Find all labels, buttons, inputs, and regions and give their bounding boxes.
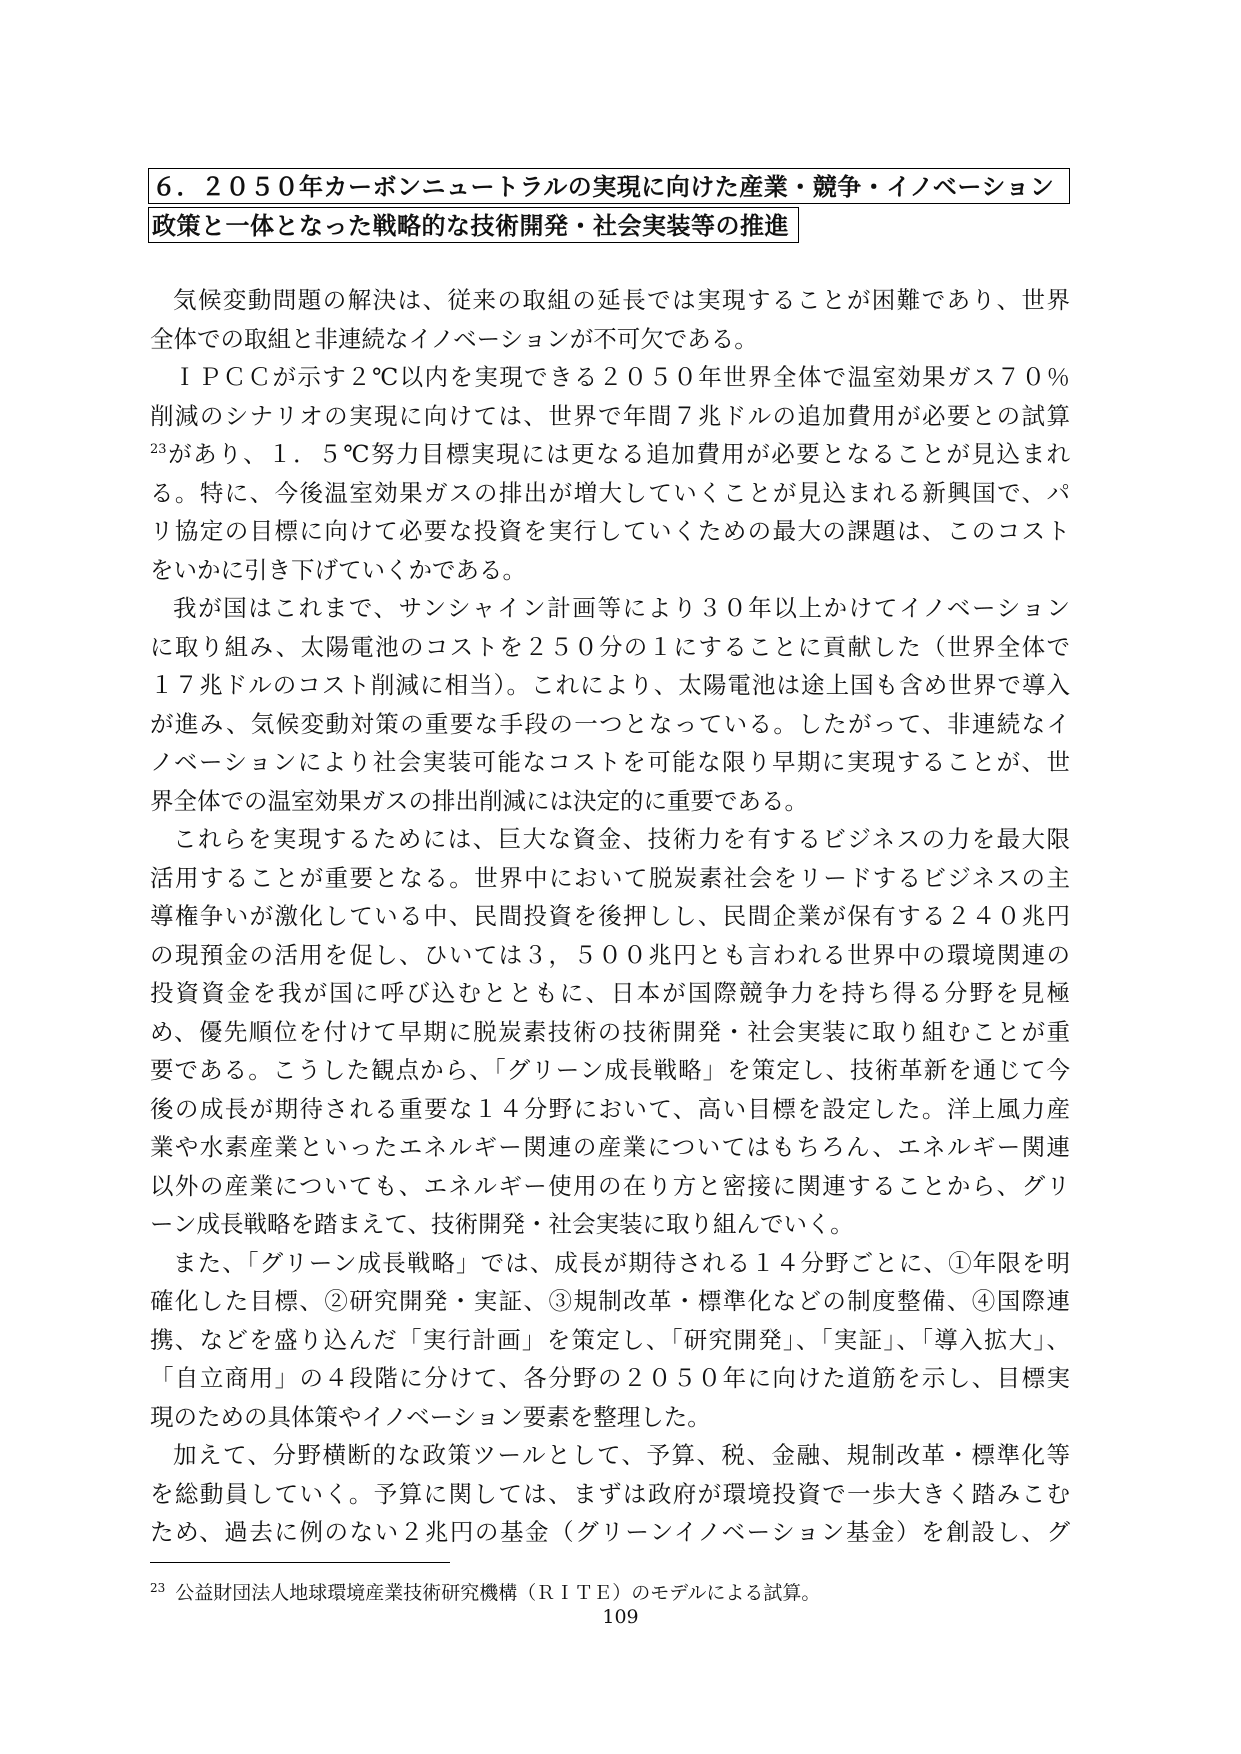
body-text: [150, 281, 1070, 1552]
body-line-text: ＩＰＣＣが示す２℃以内を実現できる２０５０年世界全体で温室効果ガス７０％: [173, 363, 1070, 391]
body-line-text: を総動員していく。予算に関しては、まずは政府が環境投資で一歩大きく踏みこむ: [150, 1479, 1070, 1508]
body-line-text: 携、などを盛り込んだ「実行計画」を策定し、「研究開発」、「実証」、「導入拡大」、: [150, 1325, 1070, 1354]
body-line-text: ため、過去に例のない２兆円の基金（グリーンイノベーション基金）を創設し、グ: [150, 1518, 1070, 1546]
body-line: [150, 320, 1070, 359]
footnote: [150, 1574, 820, 1607]
body-line-text: 業や水素産業といったエネルギー関連の産業についてはもちろん、エネルギー関連: [150, 1133, 1070, 1161]
body-line: [150, 1436, 1070, 1475]
body-line: [150, 897, 1070, 936]
body-line-text: 気候変動問題の解決は、従来の取組の延長では実現することが困難であり、世界: [173, 286, 1070, 314]
body-line-text: をいかに引き下げていくかである。: [150, 555, 526, 584]
body-line: [150, 743, 1070, 782]
body-line: [150, 782, 1070, 821]
body-line: [150, 1398, 1070, 1437]
body-line: [150, 358, 1070, 397]
body-line-text: ーン成長戦略を踏まえて、技術開発・社会実装に取り組んでいく。: [150, 1210, 854, 1238]
body-line-text: リ協定の目標に向けて必要な投資を実行していくための最大の課題は、このコスト: [150, 517, 1070, 545]
body-line: [150, 974, 1070, 1013]
body-line-text: 以外の産業についても、エネルギー使用の在り方と密接に関連することから、グリ: [150, 1171, 1070, 1200]
body-line: [150, 1475, 1070, 1514]
body-line-text: これらを実現するためには、巨大な資金、技術力を有するビジネスの力を最大限: [173, 825, 1070, 853]
body-line: [150, 666, 1070, 705]
body-line-text: る。特に、今後温室効果ガスの排出が増大していくことが見込まれる新興国で、パ: [150, 478, 1070, 507]
body-line: [150, 281, 1070, 320]
body-line-text: １７兆ドルのコスト削減に相当）。これにより、太陽電池は途上国も含め世界で導入: [150, 671, 1070, 699]
body-line-text: 現のための具体策やイノベーション要素を整理した。: [150, 1402, 711, 1431]
body-line-text: 我が国はこれまで、サンシャイン計画等により３０年以上かけてイノベーション: [173, 594, 1070, 622]
body-line: [150, 1244, 1070, 1283]
body-line: [150, 512, 1070, 551]
section-heading-line-2: 政策と一体となった戦略的な技術開発・社会実装等の推進: [148, 207, 799, 243]
body-line-text: 加えて、分野横断的な政策ツールとして、予算、税、金融、規制改革・標準化等: [173, 1441, 1070, 1469]
body-line-text: があり、１．５℃努力目標実現には更なる追加費用が必要となることが見込まれ: [166, 440, 1070, 468]
body-line: [150, 859, 1070, 898]
body-line-text: 「自立商用」の４段階に分けて、各分野の２０５０年に向けた道筋を示し、目標実: [150, 1364, 1070, 1392]
body-line-text: ノベーションにより社会実装可能なコストを可能な限り早期に実現することが、世: [150, 748, 1070, 776]
body-line-text: 要である。こうした観点から、「グリーン成長戦略」を策定し、技術革新を通じて今: [150, 1056, 1070, 1084]
body-line: [150, 1051, 1070, 1090]
body-line-text: 活用することが重要となる。世界中において脱炭素社会をリードするビジネスの主: [150, 863, 1070, 892]
body-line: [150, 1013, 1070, 1052]
body-line: [150, 474, 1070, 513]
body-line: [150, 1090, 1070, 1129]
body-line-text: 後の成長が期待される重要な１４分野において、高い目標を設定した。洋上風力産: [150, 1094, 1070, 1123]
body-line: [150, 435, 1070, 474]
body-line: [150, 1359, 1070, 1398]
body-line-text: 全体での取組と非連続なイノベーションが不可欠である。: [150, 324, 758, 353]
body-line-text: 界全体での温室効果ガスの排出削減には決定的に重要である。: [150, 786, 808, 815]
body-line: [150, 1282, 1070, 1321]
footnote-text: 公益財団法人地球環境産業技術研究機構（ＲＩＴＥ）のモデルによる試算。: [175, 1582, 821, 1604]
body-line: [150, 1205, 1070, 1244]
body-line: [150, 628, 1070, 667]
body-line-text: 削減のシナリオの実現に向けては、世界で年間７兆ドルの追加費用が必要との試算: [150, 401, 1070, 430]
footnote-mark: 23: [150, 1581, 166, 1595]
body-line: [150, 820, 1070, 859]
body-line-text: が進み、気候変動対策の重要な手段の一つとなっている。したがって、非連続なイ: [150, 709, 1070, 738]
body-line-text: 導権争いが激化している中、民間投資を後押しし、民間企業が保有する２４０兆円: [150, 902, 1070, 930]
body-line: [150, 1513, 1070, 1552]
footnote-divider: [150, 1562, 450, 1563]
body-line: [150, 1128, 1070, 1167]
body-line: [150, 589, 1070, 628]
body-line: [150, 1321, 1070, 1360]
body-line: [150, 551, 1070, 590]
body-line: [150, 1167, 1070, 1206]
body-line-text: め、優先順位を付けて早期に脱炭素技術の技術開発・社会実装に取り組むことが重: [150, 1017, 1070, 1046]
section-heading-line-1: ６．２０５０年カーボンニュートラルの実現に向けた産業・競争・イノベーション: [148, 168, 1070, 204]
body-line: [150, 397, 1070, 436]
body-line: [150, 705, 1070, 744]
body-line-text: 確化した目標、②研究開発・実証、③規制改革・標準化などの制度整備、④国際連: [150, 1287, 1070, 1315]
body-line-text: また、「グリーン成長戦略」では、成長が期待される１４分野ごとに、①年限を明: [173, 1248, 1070, 1277]
body-line-text: に取り組み、太陽電池のコストを２５０分の１にすることに貢献した（世界全体で: [150, 632, 1070, 661]
body-line: [150, 936, 1070, 975]
page-number: 109: [602, 1606, 639, 1628]
footnote-reference: 23: [150, 442, 167, 457]
body-line-text: の現預金の活用を促し、ひいては３，５００兆円とも言われる世界中の環境関連の: [150, 940, 1070, 969]
body-line-text: 投資資金を我が国に呼び込むとともに、日本が国際競争力を持ち得る分野を見極: [150, 979, 1070, 1007]
